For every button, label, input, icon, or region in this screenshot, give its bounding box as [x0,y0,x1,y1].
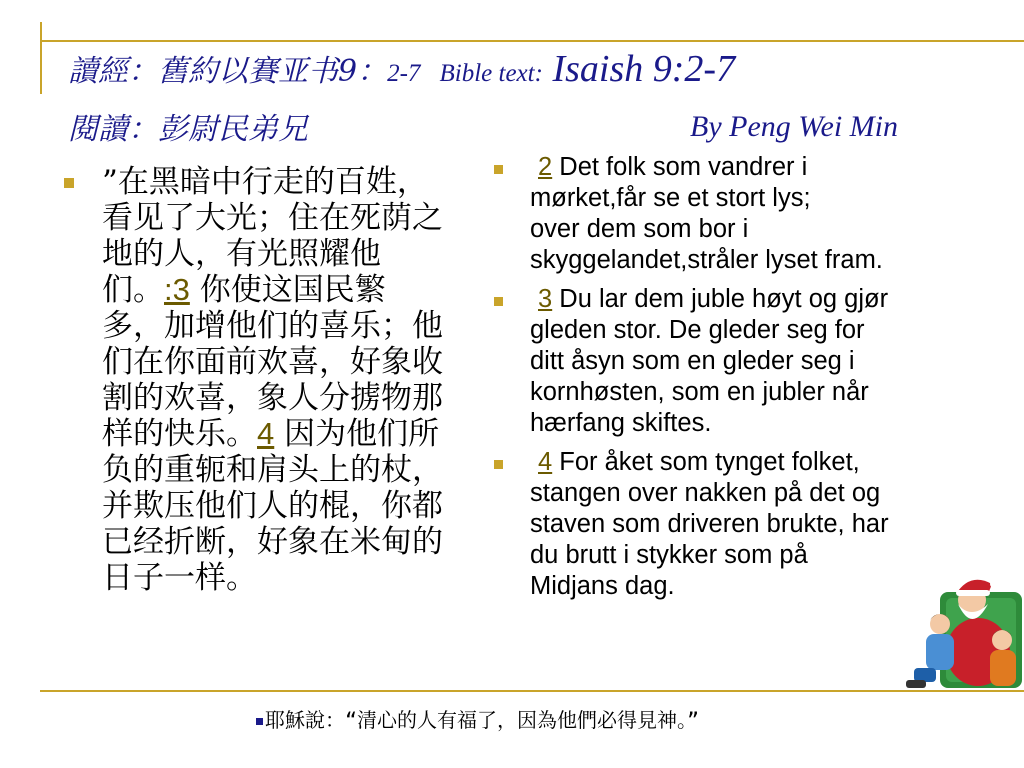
footer-quote [256,704,699,733]
verse-4-link[interactable]: 4 [538,448,553,476]
verse-2-line4: skyggelandet,stråler lyset fram. [530,246,883,274]
square-bullet-icon [64,178,74,188]
verse-2-link[interactable]: 2 [538,153,553,181]
title-chinese-reading: 讀經：舊約以賽亚书9： [68,54,388,89]
verse-2-line2: mørket,får se et stort lys; [530,184,811,212]
square-bullet-icon [494,297,503,306]
verse-4-line3: staven som driveren brukte, har [530,510,889,538]
footer-quote-text: 耶穌說：“清心的人有福了，因為他們必得見神。” [265,708,700,732]
verse-4-text: 因为他们所负的重轭和肩头上的杖，并欺压他们人的棍，你都已经折断，好象在米甸的日子一样。 [102,416,443,596]
left-accent-divider [40,22,42,94]
verse-4-line5: Midjans dag. [530,572,675,600]
verse-3-line4: kornhøsten, som en jubler når [530,378,869,406]
slide-title-line1 [68,46,735,91]
verse-2-line3: over dem som bor i [530,215,749,243]
list-item [494,152,1014,276]
verse-3-line1: Du lar dem juble høyt og gjør [559,285,889,313]
verse-3-text: 你使这国民繁多，加增他们的喜乐；他们在你面前欢喜，好象收割的欢喜，象人分掳物那样的快乐。 [102,272,443,452]
square-bullet-icon [256,718,263,725]
slide-title-line2: 閱讀：彭尉民弟兄 [68,112,308,147]
verse-4-link[interactable]: 4 [257,416,275,451]
verse-3-link[interactable]: 3 [538,285,553,313]
chinese-scripture-column [62,164,447,596]
square-bullet-icon [494,460,503,469]
byline: By Peng Wei Min [690,110,898,143]
verse-3-line2: gleden stor. De gleder seg for [530,316,865,344]
title-verse-range: 2-7 [387,60,421,87]
title-reference: Isaish 9:2-7 [552,48,736,90]
title-bible-text-label: Bible text: [439,60,543,87]
verse-3-line3: ditt åsyn som en gleder seg i [530,347,855,375]
verse-2-line1: Det folk som vandrer i [559,153,808,181]
verse-4-line4: du brutt i stykker som på [530,541,808,569]
list-item [494,284,1014,439]
norwegian-scripture-column [494,152,1014,610]
verse-3-link[interactable]: :3 [164,272,190,307]
verse-3-line5: hærfang skiftes. [530,409,712,437]
list-item [62,164,447,596]
square-bullet-icon [494,165,503,174]
top-divider [40,40,1024,42]
verse-2-text: ”在黑暗中行走的百姓，看见了大光；住在死荫之地的人，有光照耀他们。 [102,164,443,308]
santa-with-children-clipart-icon [900,572,1024,690]
verse-4-line2: stangen over nakken på det og [530,479,881,507]
bottom-divider [40,690,1024,692]
verse-4-line1: For åket som tynget folket, [559,448,860,476]
